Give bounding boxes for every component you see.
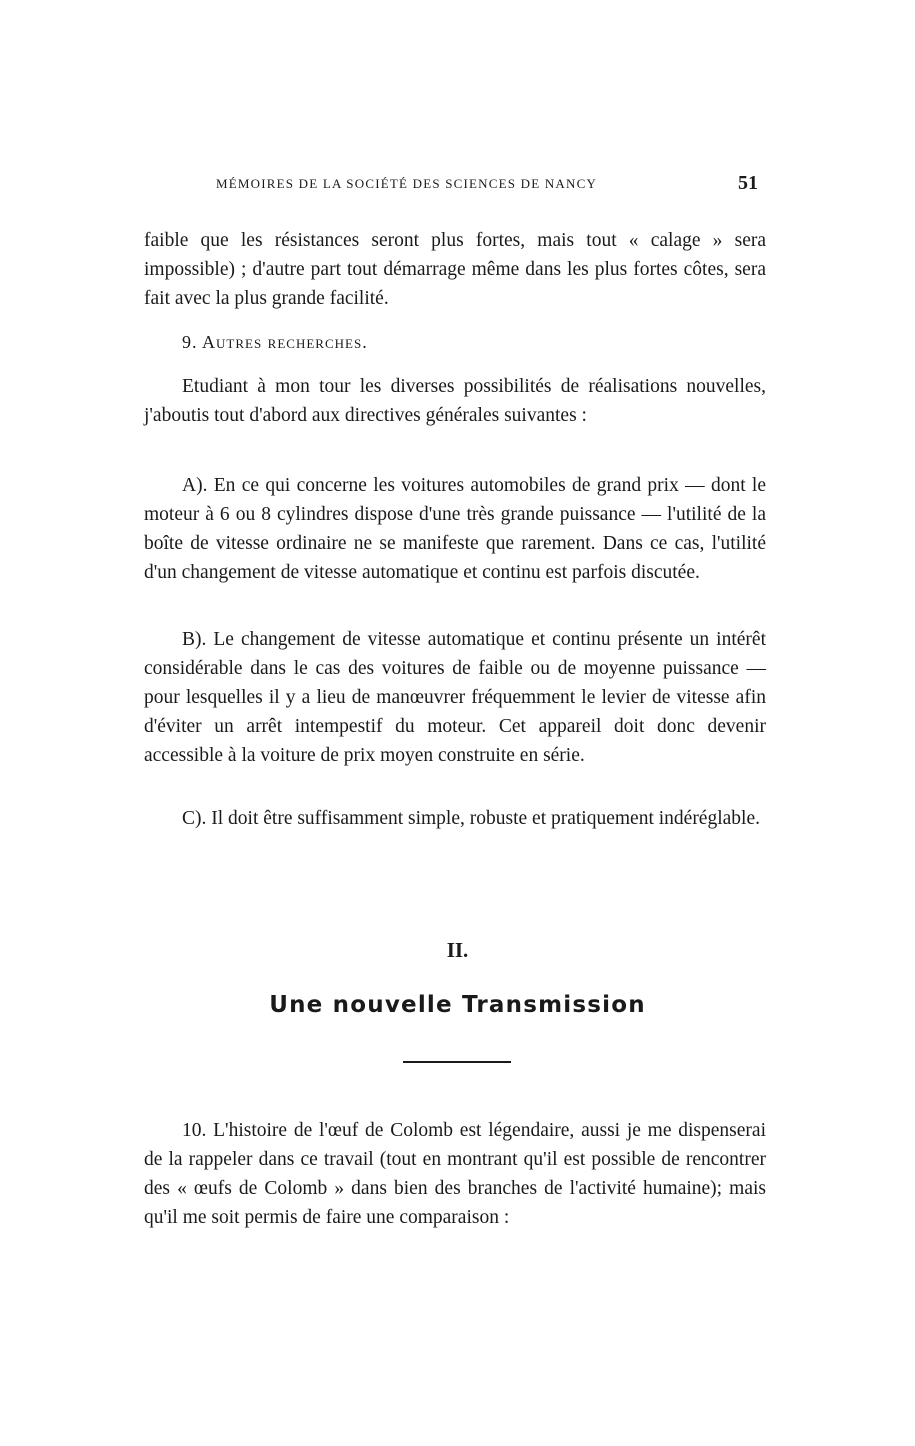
chapter-title: Une nouvelle Transmission xyxy=(269,992,646,1018)
paragraph-b: B). Le changement de vitesse automatique et continu présente un intérêt considérable dans le cas des voitures de faible ou de moyenne puissance — pour lesquelles il y a lieu de manœuvrer fréquemment le levier de vitesse afin d'éviter un arrêt intempestif du moteur. Cet appareil doit donc devenir accessible à la voiture de prix moyen construite en série. xyxy=(144,629,766,766)
paragraph-intro: Etudiant à mon tour les diverses possibilités de réalisations nouvelles, j'aboutis tout d'abord aux directives générales suivantes : xyxy=(144,376,766,426)
section-heading: 9. Autres recherches. xyxy=(182,332,368,352)
paragraph-c: C). Il doit être suffisamment simple, robuste et pratiquement indéréglable. xyxy=(182,808,760,829)
title-rule xyxy=(403,1061,511,1063)
paragraph-a: A). En ce qui concerne les voitures automobiles de grand prix — dont le moteur à 6 ou 8 cylindres dispose d'une très grande puissance — l'utilité de la boîte de vitesse ordinaire ne se manifeste que rarement. Dans ce cas, l'utilité d'un changement de vitesse automatique et continu est parfois discutée. xyxy=(144,475,766,583)
paragraph-continuation: faible que les résistances seront plus fortes, mais tout « calage » sera impossible) ; d'autre part tout démarrage même dans les plus fortes côtes, sera fait avec la plus grande facilité. xyxy=(144,230,766,309)
page-number: 51 xyxy=(738,172,758,194)
paragraph-10: 10. L'histoire de l'œuf de Colomb est légendaire, aussi je me dispenserai de la rappeler dans ce travail (tout en montrant qu'il est possible de rencontrer des « œufs de Colomb » dans bien des branches de l'activité humaine); mais qu'il me soit permis de faire une comparaison : xyxy=(144,1120,766,1228)
chapter-number: II. xyxy=(446,938,469,962)
running-head: MÉMOIRES DE LA SOCIÉTÉ DES SCIENCES DE NANCY xyxy=(216,176,598,191)
